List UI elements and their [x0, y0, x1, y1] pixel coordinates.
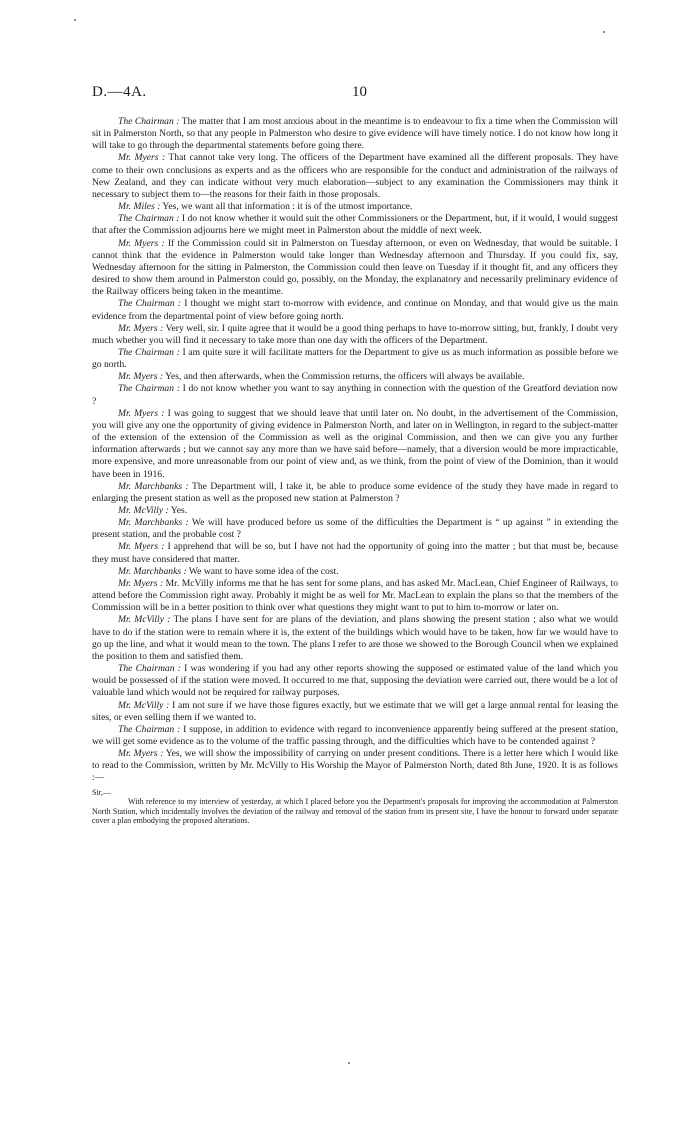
transcript-paragraph	[92, 481, 618, 505]
speech-text: If the Commission could sit in Palmerston on Tuesday afternoon, or even on Wednesday, that would be suitable. I cannot think that the evidence in Palmerston would take longer than Wednesday afternoon and Thursday. If you could fix, say, Wednesday afternoon for the sitting in Palmerston, the Commission could then leave on Tuesday if it thought fit, and any officers they desired to show them around in Palmerston could go, possibly, on the Monday, the explanatory and necessarily preliminary evidence of the Railway officers being taken in the meantime.	[92, 237, 618, 298]
speech-text: I was wondering if you had any other reports showing the supposed or estimated value of the land which you would be possessed of if the station were moved. It occurred to me that, supposing the deviation were carried out, there would be a lot of valuable land which would not be required for railway purposes.	[92, 663, 619, 699]
speech-text: Very well, sir. I quite agree that it would be a good thing perhaps to have to-morrow sitting, but, frankly, I doubt very much whether you will find it necessary to take more than one day with the officers of the Department.	[92, 322, 618, 346]
speech-text: Mr. McVilly informs me that he has sent for some plans, and has asked Mr. MacLean, Chief Engineer of Railways, to attend before the Commission right away. Probably it might be as well for Mr. MacLean to explain the plans so that the members of the Commission will be in a better position to think over what questions they might want to put to him to-morrow or later on.	[92, 577, 618, 614]
speaker-name: Mr. Myers :	[118, 371, 164, 383]
transcript-paragraph	[92, 116, 618, 152]
transcript-paragraph	[92, 566, 618, 578]
speech-text: I do not know whether you want to say anything in connection with the question of the Greatford deviation now ?	[92, 383, 618, 407]
transcript-paragraph	[92, 323, 618, 347]
transcript-paragraph	[92, 408, 618, 481]
speaker-name: The Chairman :	[118, 723, 181, 735]
speech-text: The Department will, I take it, be able to produce some evidence of the study they have made in regard to enlarging the present station as well as the proposed new station at Palmerston ?	[92, 480, 619, 504]
speaker-name: The Chairman :	[118, 298, 181, 310]
speech-text: I do not know whether it would suit the other Commissioners or the Department, but, if it would, I would suggest that after the Commission adjourns here we might meet in Palmerston about the middle of next week.	[92, 213, 619, 237]
speaker-name: The Chairman :	[118, 213, 180, 225]
speaker-name: Mr. Miles :	[118, 201, 161, 213]
speaker-name: Mr. Myers :	[118, 152, 166, 164]
page-number: 10	[352, 84, 367, 100]
speaker-name: Mr. Myers :	[118, 748, 164, 760]
speaker-name: Mr. Marchbanks :	[118, 517, 189, 529]
speech-text: Yes, we will show the impossibility of carrying on under present conditions. There is a letter here which I would like to read to the Commission, written by Mr. McVilly to His Worship the Mayor of Palmerston North, dated 8th June, 1920. It is as follows :—	[92, 748, 618, 784]
speaker-name: Mr. Myers :	[118, 322, 164, 334]
speech-text: I am quite sure it will facilitate matters for the Department to give us as much information as possible before we go north.	[92, 346, 618, 371]
speaker-name: The Chairman :	[118, 116, 180, 127]
speaker-name: Mr. Myers :	[118, 577, 164, 589]
speaker-name: Mr. McVilly :	[118, 614, 171, 626]
speech-text: Yes.	[168, 505, 188, 516]
transcript-paragraph	[92, 724, 618, 748]
transcript-paragraph	[92, 748, 618, 784]
speech-text: We want to have some idea of the cost.	[186, 565, 339, 577]
scan-speck	[74, 19, 76, 21]
transcript-paragraph	[92, 505, 618, 517]
speech-text: The plans I have sent for are plans of the deviation, and plans showing the present station ; also what we would have to do if the station were to remain where it is, the extent of the buildings which would have to be taken, how far we would have to go up the line, and what it would mean to the town. The plans I refer to are those we showed to the Borough Council when we explained the position to them and satisfied them.	[92, 614, 618, 662]
speaker-name: Mr. McVilly :	[118, 699, 170, 711]
speaker-name: Mr. Myers :	[118, 237, 165, 249]
speaker-name: The Chairman :	[118, 346, 180, 358]
letter-body: With reference to my interview of yesterday, at which I placed before you the Department's proposals for improving the accommodation at Palmerston North Station, which incidentally involves the deviation of the railway and removal of the station from its present site, I have the honour to forward under separate cover a plan embodying the proposed alterations.	[92, 797, 618, 826]
transcript-paragraph	[92, 347, 618, 371]
transcript-paragraph	[92, 238, 618, 299]
transcript-body	[92, 116, 618, 826]
transcript-paragraph	[92, 614, 618, 663]
speech-text: That cannot take very long. The officers of the Department have examined all the different proposals. They have come to their own conclusions as experts and as the officers who are responsible for the conduct and administration of the railways of New Zealand, and they can indicate without very much elaboration—subject to any examination the Commissioners may think it necessary to subject them to—the reasons for their faith in those proposals.	[92, 152, 618, 200]
transcript-paragraph	[92, 541, 618, 565]
speech-text: The matter that I am most anxious about in the meantime is to endeavour to fix a time when the Commission will sit in Palmerston North, so that any people in Palmerston who desire to give evidence will have timely notice. I do not know how long it will take to go through the departmental statements before going there.	[92, 116, 619, 152]
speech-text: I was going to suggest that we should leave that until later on. No doubt, in the advertisement of the Commission, you will give any one the opportunity of giving evidence in Palmerston North, and later on in Wellington, in regard to the subject-matter of the extension of the extension of the Commission as well as the original Commission, and then we can give you any further information afterwards ; but we cannot say any more than we have said before—namely, that a diversion would be more impracticable, more expensive, and more unreasonable from our point of view and, as we think, from the point of view of the Dominion, than it would have been in 1916.	[92, 407, 618, 480]
speaker-name: Mr. Marchbanks :	[118, 480, 189, 492]
letter-salutation: Sir,—	[92, 787, 112, 797]
transcript-paragraph	[92, 517, 618, 541]
transcript-paragraph	[92, 383, 618, 407]
speaker-name: Mr. Myers :	[118, 407, 165, 419]
document-id: D.—4A.	[92, 84, 147, 100]
speaker-name: The Chairman :	[118, 663, 181, 675]
speaker-name: Mr. Myers :	[118, 541, 165, 553]
speech-text: Yes, we want all that information : it is of the utmost importance.	[160, 201, 413, 213]
speech-text: I apprehend that will be so, but I have not had the opportunity of going into the matter ; but that must be, because they must have considered that matter.	[92, 541, 618, 565]
speaker-name: The Chairman :	[118, 383, 180, 395]
transcript-paragraph	[92, 213, 618, 237]
quoted-letter	[92, 788, 618, 826]
transcript-paragraph	[92, 298, 618, 322]
transcript-paragraph	[92, 371, 618, 383]
page-header	[92, 84, 612, 104]
paragraph-list	[92, 116, 618, 785]
speech-text: I suppose, in addition to evidence with regard to inconvenience apparently being suffered at the present station, we will get some evidence as to the volume of the traffic passing through, and the difficulties which have to be contended against ?	[92, 723, 618, 747]
speech-text: We will have produced before us some of the difficulties the Department is “ up against ” in extending the present station, and the probable cost ?	[92, 517, 618, 541]
transcript-paragraph	[92, 201, 618, 213]
speaker-name: Mr. McVilly :	[118, 505, 169, 516]
speech-text: Yes, and then afterwards, when the Commission returns, the officers will always be available.	[163, 371, 525, 383]
transcript-paragraph	[92, 663, 618, 699]
scan-speck	[603, 31, 605, 33]
speech-text: I am not sure if we have those figures exactly, but we estimate that we will get a large annual rental for leasing the sites, or even selling them if we wanted to.	[92, 699, 618, 723]
scan-speck	[348, 1062, 350, 1064]
transcript-paragraph	[92, 700, 618, 724]
speaker-name: Mr. Marchbanks :	[118, 565, 187, 577]
transcript-paragraph	[92, 578, 618, 614]
transcript-paragraph	[92, 152, 618, 201]
speech-text: I thought we might start to-morrow with evidence, and continue on Monday, and that would give us the main evidence from the departmental point of view before going north.	[92, 298, 618, 322]
